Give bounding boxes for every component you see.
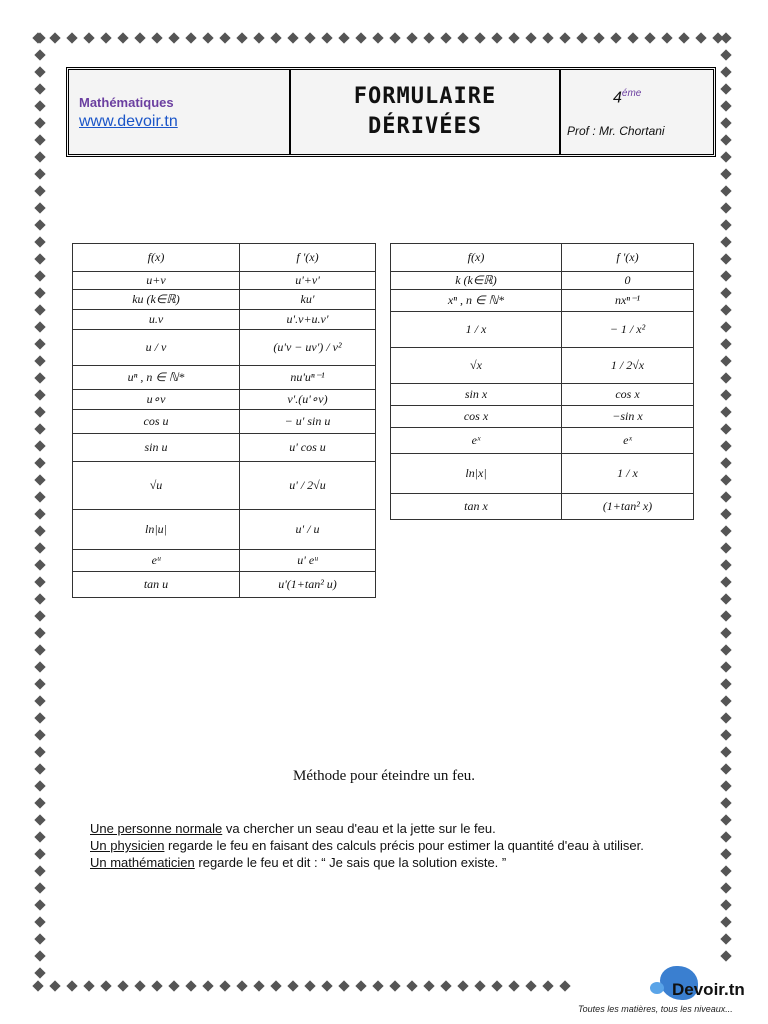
border-diamond xyxy=(34,372,45,383)
border-diamond xyxy=(34,797,45,808)
joke-subject-mathematician: Un mathématicien xyxy=(90,855,195,870)
derivative-cell: nxⁿ⁻¹ xyxy=(562,290,694,312)
border-diamond xyxy=(34,202,45,213)
table-row xyxy=(73,366,376,390)
border-diamond xyxy=(34,899,45,910)
border-diamond xyxy=(34,848,45,859)
function-cell: k (k∈ℝ) xyxy=(391,272,562,290)
border-diamond xyxy=(34,491,45,502)
border-diamond xyxy=(406,980,417,991)
page-border-right xyxy=(718,30,734,970)
table-row xyxy=(391,272,694,290)
derivative-cell: nu'uⁿ⁻¹ xyxy=(240,366,376,390)
border-diamond xyxy=(720,610,731,621)
border-diamond xyxy=(34,644,45,655)
border-diamond xyxy=(34,933,45,944)
border-diamond xyxy=(720,491,731,502)
page-title-line1: FORMULAIRE xyxy=(353,84,497,109)
derivative-cell: u' eᵘ xyxy=(240,550,376,572)
border-diamond xyxy=(151,32,162,43)
border-diamond xyxy=(720,117,731,128)
table-row xyxy=(391,384,694,406)
border-diamond xyxy=(34,967,45,978)
teacher-label: Prof : Mr. Chortani xyxy=(567,124,665,138)
border-diamond xyxy=(34,134,45,145)
border-diamond xyxy=(34,66,45,77)
derivative-cell: u'.v+u.v' xyxy=(240,310,376,330)
function-cell: cos u xyxy=(73,410,240,434)
border-diamond xyxy=(644,32,655,43)
border-diamond xyxy=(508,32,519,43)
derivative-cell: −sin x xyxy=(562,406,694,428)
border-diamond xyxy=(720,372,731,383)
border-diamond xyxy=(720,797,731,808)
border-diamond xyxy=(695,32,706,43)
border-diamond xyxy=(720,916,731,927)
border-diamond xyxy=(406,32,417,43)
border-diamond xyxy=(49,980,60,991)
border-diamond xyxy=(34,695,45,706)
border-diamond xyxy=(34,950,45,961)
border-diamond xyxy=(720,661,731,672)
border-diamond xyxy=(66,32,77,43)
function-cell: ln|u| xyxy=(73,510,240,550)
border-diamond xyxy=(720,474,731,485)
border-diamond xyxy=(34,117,45,128)
border-diamond xyxy=(34,287,45,298)
function-cell: √u xyxy=(73,462,240,510)
border-diamond xyxy=(34,865,45,876)
function-cell: u.v xyxy=(73,310,240,330)
function-cell: eˣ xyxy=(391,428,562,454)
border-diamond xyxy=(720,66,731,77)
border-diamond xyxy=(593,32,604,43)
border-diamond xyxy=(457,32,468,43)
border-diamond xyxy=(34,627,45,638)
border-diamond xyxy=(661,32,672,43)
header-right-cell xyxy=(561,70,713,154)
border-diamond xyxy=(542,32,553,43)
border-diamond xyxy=(338,980,349,991)
border-diamond xyxy=(270,32,281,43)
border-diamond xyxy=(440,32,451,43)
border-diamond xyxy=(508,980,519,991)
border-diamond xyxy=(559,980,570,991)
border-diamond xyxy=(720,304,731,315)
derivative-cell: u'+v' xyxy=(240,272,376,290)
joke-text xyxy=(90,820,680,871)
function-cell: u / v xyxy=(73,330,240,366)
border-diamond xyxy=(542,980,553,991)
border-diamond xyxy=(372,32,383,43)
border-diamond xyxy=(236,32,247,43)
header-left-cell xyxy=(69,70,291,154)
derivatives-table-left xyxy=(72,243,376,598)
border-diamond xyxy=(720,746,731,757)
border-diamond xyxy=(134,32,145,43)
border-diamond xyxy=(34,49,45,60)
border-diamond xyxy=(720,440,731,451)
derivative-cell: ku' xyxy=(240,290,376,310)
border-diamond xyxy=(34,253,45,264)
border-diamond xyxy=(423,980,434,991)
border-diamond xyxy=(720,695,731,706)
function-cell: ln|x| xyxy=(391,454,562,494)
border-diamond xyxy=(270,980,281,991)
header-box xyxy=(66,67,716,157)
table-row xyxy=(391,348,694,384)
border-diamond xyxy=(219,980,230,991)
border-diamond xyxy=(34,423,45,434)
function-cell: sin u xyxy=(73,434,240,462)
table-row xyxy=(73,572,376,598)
function-cell: cos x xyxy=(391,406,562,428)
website-link[interactable]: www.devoir.tn xyxy=(79,113,178,130)
border-diamond xyxy=(202,980,213,991)
joke-subject-normal-person: Une personne normale xyxy=(90,821,223,836)
border-diamond xyxy=(253,980,264,991)
border-diamond xyxy=(720,83,731,94)
function-cell: sin x xyxy=(391,384,562,406)
border-diamond xyxy=(720,49,731,60)
border-diamond xyxy=(720,338,731,349)
derivative-cell: v'.(u'∘v) xyxy=(240,390,376,410)
derivative-cell: − 1 / x² xyxy=(562,312,694,348)
border-diamond xyxy=(304,32,315,43)
derivative-cell: (1+tan² x) xyxy=(562,494,694,520)
table-row xyxy=(73,310,376,330)
function-cell: tan u xyxy=(73,572,240,598)
border-diamond xyxy=(34,338,45,349)
border-diamond xyxy=(236,980,247,991)
table-row xyxy=(73,410,376,434)
table-row xyxy=(391,454,694,494)
function-cell: xⁿ , n ∈ ℕ* xyxy=(391,290,562,312)
derivative-cell: eˣ xyxy=(562,428,694,454)
border-diamond xyxy=(34,236,45,247)
border-diamond xyxy=(610,32,621,43)
function-cell: tan x xyxy=(391,494,562,520)
border-diamond xyxy=(117,980,128,991)
header-fx: f(x) xyxy=(391,244,562,272)
joke-line-mathematician xyxy=(90,854,680,871)
border-diamond xyxy=(34,559,45,570)
border-diamond xyxy=(720,678,731,689)
header-fprime-x: f '(x) xyxy=(562,244,694,272)
border-diamond xyxy=(83,980,94,991)
joke-title: Méthode pour éteindre un feu. xyxy=(292,768,476,784)
border-diamond xyxy=(720,899,731,910)
border-diamond xyxy=(720,729,731,740)
border-diamond xyxy=(100,32,111,43)
border-diamond xyxy=(678,32,689,43)
function-cell: eᵘ xyxy=(73,550,240,572)
border-diamond xyxy=(457,980,468,991)
border-diamond xyxy=(34,100,45,111)
border-diamond xyxy=(720,457,731,468)
border-diamond xyxy=(34,389,45,400)
border-diamond xyxy=(66,980,77,991)
page-border-top xyxy=(30,30,740,46)
border-diamond xyxy=(720,100,731,111)
border-diamond xyxy=(34,593,45,604)
table-row xyxy=(73,462,376,510)
border-diamond xyxy=(338,32,349,43)
derivative-cell: (u'v − uv') / v² xyxy=(240,330,376,366)
derivative-cell: 1 / x xyxy=(562,454,694,494)
border-diamond xyxy=(720,865,731,876)
border-diamond xyxy=(720,559,731,570)
page-title-line2: DÉRIVÉES xyxy=(368,114,482,139)
border-diamond xyxy=(34,83,45,94)
joke-subject-physicist: Un physicien xyxy=(90,838,165,853)
border-diamond xyxy=(720,644,731,655)
table-row xyxy=(73,390,376,410)
level-number: 4 xyxy=(613,89,622,107)
border-diamond xyxy=(720,576,731,587)
table-row xyxy=(391,428,694,454)
border-diamond xyxy=(134,980,145,991)
border-diamond xyxy=(720,151,731,162)
table-row xyxy=(391,312,694,348)
border-diamond xyxy=(525,32,536,43)
border-diamond xyxy=(720,627,731,638)
border-diamond xyxy=(34,678,45,689)
border-diamond xyxy=(525,980,536,991)
border-diamond xyxy=(34,661,45,672)
level-label xyxy=(613,88,641,107)
border-diamond xyxy=(720,355,731,366)
border-diamond xyxy=(34,270,45,281)
border-diamond xyxy=(34,440,45,451)
function-cell: 1 / x xyxy=(391,312,562,348)
border-diamond xyxy=(720,712,731,723)
border-diamond xyxy=(720,253,731,264)
border-diamond xyxy=(372,980,383,991)
border-diamond xyxy=(83,32,94,43)
header-fprime-x: f '(x) xyxy=(240,244,376,272)
function-cell: u+v xyxy=(73,272,240,290)
border-diamond xyxy=(720,168,731,179)
border-diamond xyxy=(720,321,731,332)
table-row xyxy=(73,550,376,572)
border-diamond xyxy=(627,32,638,43)
table-row xyxy=(73,290,376,310)
border-diamond xyxy=(355,980,366,991)
border-diamond xyxy=(34,746,45,757)
border-diamond xyxy=(321,32,332,43)
table-row xyxy=(391,406,694,428)
border-diamond xyxy=(168,980,179,991)
border-diamond xyxy=(34,304,45,315)
border-diamond xyxy=(287,32,298,43)
border-diamond xyxy=(720,508,731,519)
joke-line-text: regarde le feu en faisant des calculs précis pour estimer la quantité d'eau à utiliser. xyxy=(164,838,644,853)
border-diamond xyxy=(151,980,162,991)
border-diamond xyxy=(720,831,731,842)
derivative-cell: 1 / 2√x xyxy=(562,348,694,384)
derivative-cell: u' / u xyxy=(240,510,376,550)
header-fx: f(x) xyxy=(73,244,240,272)
border-diamond xyxy=(34,916,45,927)
function-cell: uⁿ , n ∈ ℕ* xyxy=(73,366,240,390)
border-diamond xyxy=(720,593,731,604)
border-diamond xyxy=(34,542,45,553)
devoir-logo xyxy=(578,960,763,1020)
border-diamond xyxy=(720,32,731,43)
border-diamond xyxy=(219,32,230,43)
level-suffix: éme xyxy=(621,88,642,99)
border-diamond xyxy=(720,389,731,400)
border-diamond xyxy=(720,423,731,434)
border-diamond xyxy=(34,321,45,332)
table-row xyxy=(73,272,376,290)
border-diamond xyxy=(423,32,434,43)
border-diamond xyxy=(34,831,45,842)
border-diamond xyxy=(720,202,731,213)
table-row xyxy=(73,434,376,462)
border-diamond xyxy=(287,980,298,991)
function-cell: √x xyxy=(391,348,562,384)
border-diamond xyxy=(720,814,731,825)
border-diamond xyxy=(34,882,45,893)
border-diamond xyxy=(720,134,731,145)
border-diamond xyxy=(720,270,731,281)
logo-name: Devoir.tn xyxy=(672,980,745,999)
border-diamond xyxy=(100,980,111,991)
border-diamond xyxy=(34,525,45,536)
border-diamond xyxy=(34,712,45,723)
function-cell: u∘v xyxy=(73,390,240,410)
border-diamond xyxy=(185,980,196,991)
table-row xyxy=(73,510,376,550)
border-diamond xyxy=(720,287,731,298)
joke-line-text: regarde le feu et dit : “ Je sais que la solution existe. ” xyxy=(194,855,507,870)
border-diamond xyxy=(440,980,451,991)
joke-line-physicist xyxy=(90,837,680,854)
joke-line-normal-person xyxy=(90,820,680,837)
border-diamond xyxy=(355,32,366,43)
derivative-cell: − u' sin u xyxy=(240,410,376,434)
border-diamond xyxy=(34,151,45,162)
splash-drop-icon xyxy=(650,982,664,994)
border-diamond xyxy=(720,236,731,247)
border-diamond xyxy=(304,980,315,991)
border-diamond xyxy=(720,542,731,553)
border-diamond xyxy=(720,848,731,859)
border-diamond xyxy=(34,168,45,179)
table-row xyxy=(73,330,376,366)
border-diamond xyxy=(389,32,400,43)
border-diamond xyxy=(720,185,731,196)
table-row xyxy=(391,494,694,520)
header-title-cell xyxy=(291,70,561,154)
border-diamond xyxy=(491,32,502,43)
derivative-cell: u' cos u xyxy=(240,434,376,462)
border-diamond xyxy=(34,185,45,196)
border-diamond xyxy=(34,32,45,43)
border-diamond xyxy=(34,729,45,740)
page-border-left xyxy=(32,30,48,994)
border-diamond xyxy=(34,219,45,230)
border-diamond xyxy=(34,814,45,825)
border-diamond xyxy=(720,882,731,893)
border-diamond xyxy=(49,32,60,43)
border-diamond xyxy=(559,32,570,43)
border-diamond xyxy=(576,32,587,43)
border-diamond xyxy=(720,933,731,944)
border-diamond xyxy=(34,610,45,621)
border-diamond xyxy=(168,32,179,43)
border-diamond xyxy=(253,32,264,43)
derivative-cell: cos x xyxy=(562,384,694,406)
derivative-cell: 0 xyxy=(562,272,694,290)
border-diamond xyxy=(34,474,45,485)
border-diamond xyxy=(389,980,400,991)
border-diamond xyxy=(202,32,213,43)
border-diamond xyxy=(34,457,45,468)
border-diamond xyxy=(34,576,45,587)
subject-label: Mathématiques xyxy=(79,95,174,110)
border-diamond xyxy=(720,219,731,230)
border-diamond xyxy=(474,32,485,43)
border-diamond xyxy=(720,525,731,536)
border-diamond xyxy=(321,980,332,991)
function-cell: ku (k∈ℝ) xyxy=(73,290,240,310)
logo-tagline: Toutes les matières, tous les niveaux... xyxy=(578,1004,733,1014)
border-diamond xyxy=(491,980,502,991)
derivative-cell: u' / 2√u xyxy=(240,462,376,510)
border-diamond xyxy=(720,406,731,417)
border-diamond xyxy=(117,32,128,43)
derivative-cell: u'(1+tan² u) xyxy=(240,572,376,598)
page-border-bottom xyxy=(30,978,575,994)
derivatives-table-right xyxy=(390,243,694,520)
border-diamond xyxy=(34,508,45,519)
border-diamond xyxy=(185,32,196,43)
table-row xyxy=(391,290,694,312)
joke-line-text: va chercher un seau d'eau et la jette sur le feu. xyxy=(222,821,496,836)
border-diamond xyxy=(474,980,485,991)
border-diamond xyxy=(34,406,45,417)
border-diamond xyxy=(34,355,45,366)
